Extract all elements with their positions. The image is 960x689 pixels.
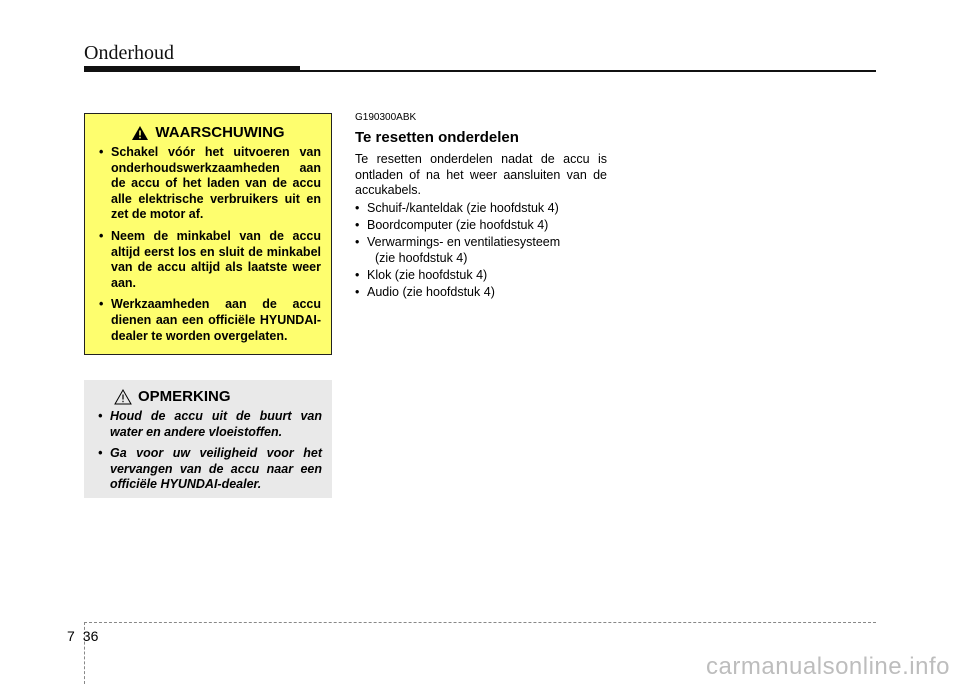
footer-divider — [84, 622, 876, 623]
note-header — [94, 388, 322, 405]
warning-item: • Schakel vóór het uitvoeren van onderhoudswerkzaamheden aan de accu of het laden van de accu alle elektrische verbruikers uit en zet de motor af. — [95, 145, 321, 223]
warning-triangle-icon — [131, 125, 149, 141]
warning-list — [95, 145, 321, 344]
note-list — [94, 409, 322, 493]
list-item: • Boordcomputer (zie hoofdstuk 4) — [355, 218, 607, 234]
warning-box — [84, 113, 332, 355]
list-item: • Klok (zie hoofdstuk 4) — [355, 268, 607, 284]
page-number — [67, 628, 98, 644]
warning-item: • Neem de minkabel van de accu altijd eerst los en sluit de minkabel van de accu altijd als laatste weer aan. — [95, 229, 321, 291]
watermark: carmanualsonline.info — [706, 653, 950, 680]
list-item: • Schuif-/kanteldak (zie hoofdstuk 4) — [355, 201, 607, 217]
note-title: OPMERKING — [138, 388, 231, 405]
note-item: • Houd de accu uit de buurt van water en andere vloeistoffen. — [94, 409, 322, 440]
list-item-text: Verwarmings- en ventilatiesysteem — [367, 234, 561, 249]
list-item — [355, 235, 607, 266]
note-item: • Ga voor uw veiligheid voor het vervangen van de accu naar een officiële HYUNDAI-dealer. — [94, 446, 322, 493]
chapter-number: 7 — [67, 628, 75, 644]
section-intro: Te resetten onderdelen nadat de accu is ontladen of na het weer aansluiten van de accukabels. — [355, 152, 607, 198]
caution-outline-icon — [114, 389, 132, 405]
section-code: G190300ABK — [355, 112, 417, 123]
note-box — [84, 380, 332, 498]
warning-item: • Werkzaamheden aan de accu dienen aan een officiële HYUNDAI-dealer te worden overgelaten. — [95, 297, 321, 344]
page-header-title: Onderhoud — [84, 42, 174, 64]
page-number-value: 36 — [82, 628, 99, 644]
reset-items-list — [355, 201, 607, 301]
section-title: Te resetten onderdelen — [355, 129, 519, 146]
reset-section — [355, 112, 607, 302]
list-item-continuation: (zie hoofdstuk 4) — [375, 250, 468, 265]
warning-title: WAARSCHUWING — [155, 124, 285, 141]
header-rule-thick — [84, 66, 300, 72]
header-rule-thin — [300, 70, 876, 72]
warning-header — [95, 124, 321, 141]
list-item: • Audio (zie hoofdstuk 4) — [355, 285, 607, 301]
